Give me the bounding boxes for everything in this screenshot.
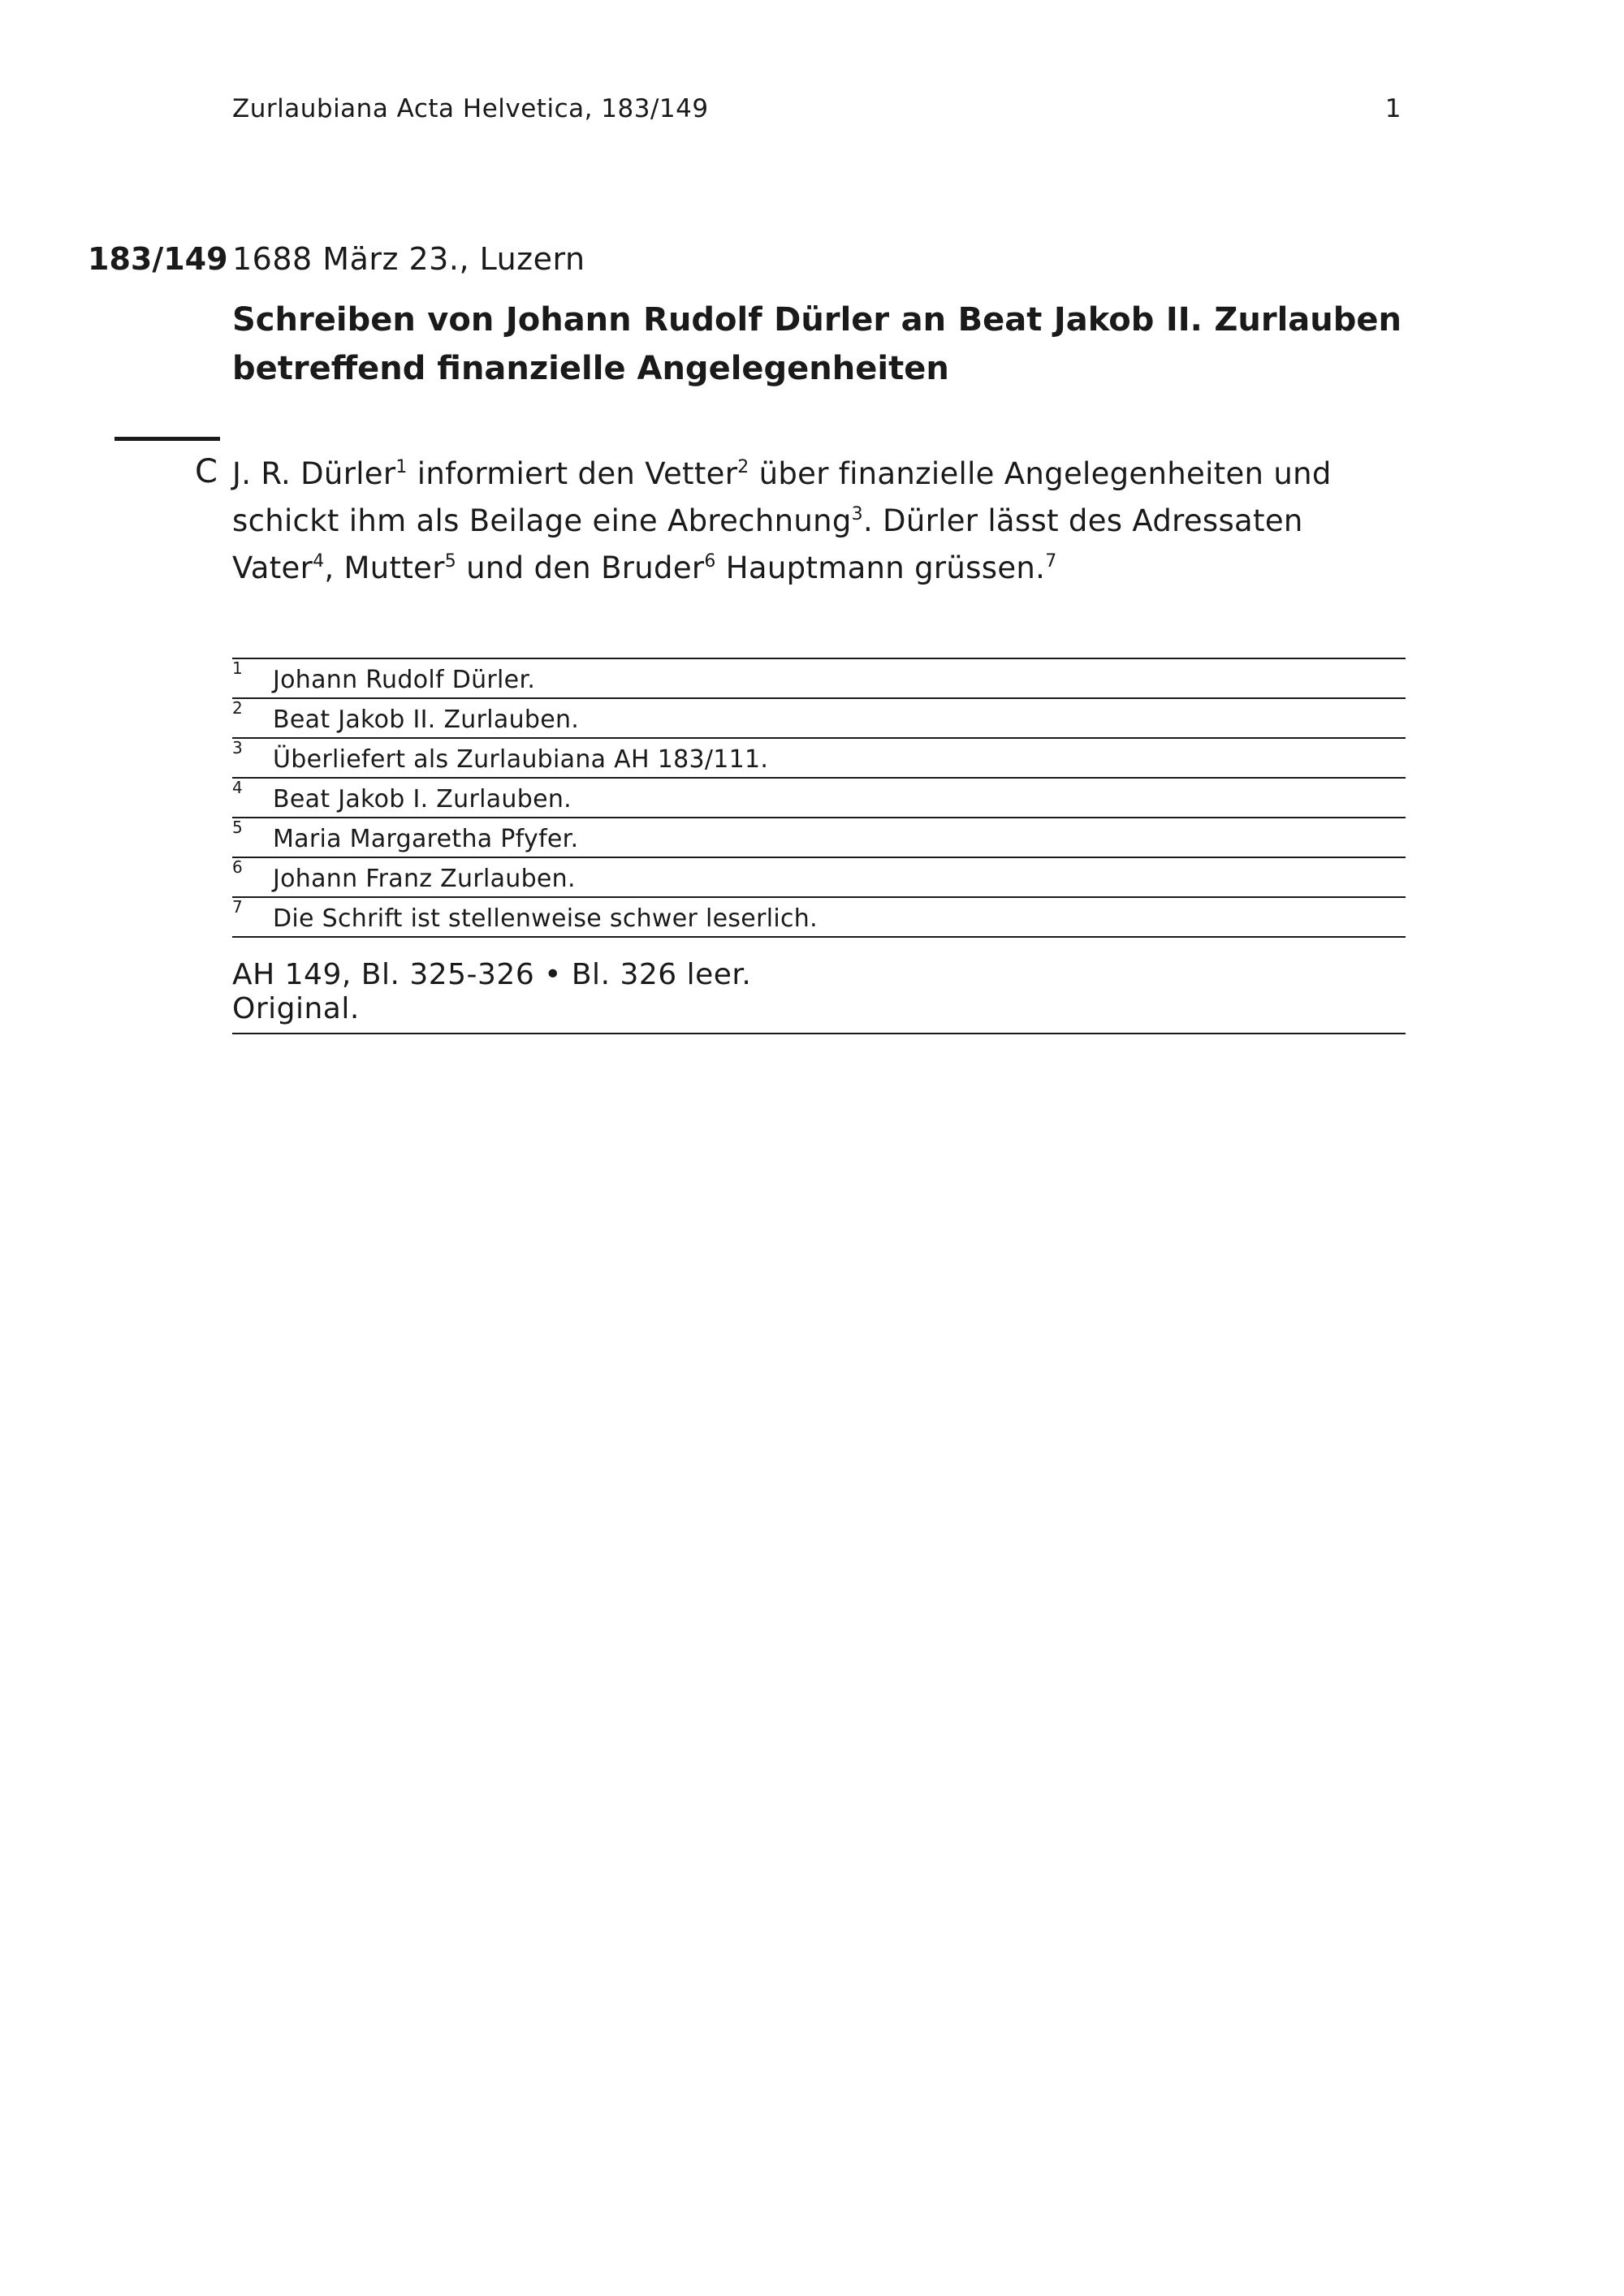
footnote <box>232 737 1406 777</box>
summary-text: und den Bruder <box>456 550 705 585</box>
footnote-number: 4 <box>232 778 244 797</box>
footnote <box>232 857 1406 896</box>
footnote-number: 5 <box>232 818 244 837</box>
summary-text: informiert den Vetter <box>407 456 738 491</box>
footnote-ref: 6 <box>704 551 716 572</box>
source-block <box>232 958 1406 1034</box>
footnote <box>232 658 1406 697</box>
footnote-number: 2 <box>232 698 244 718</box>
footnote-ref: 5 <box>444 551 457 572</box>
summary-paragraph <box>232 451 1406 592</box>
source-type: Original. <box>232 992 360 1025</box>
footnote-number: 3 <box>232 738 244 757</box>
footnotes-list <box>232 658 1406 938</box>
footnote-ref: 3 <box>851 504 863 524</box>
footnote-text: Beat Jakob I. Zurlauben. <box>273 785 572 814</box>
footnote-number: 7 <box>232 897 244 917</box>
footnote-text: Johann Rudolf Dürler. <box>273 666 536 694</box>
document-id: 183/149 <box>88 241 228 277</box>
document-title: Schreiben von Johann Rudolf Dürler an Beat Jakob II. Zurlauben betreffend finanzielle Angelegenheiten <box>232 301 1402 387</box>
summary-text: , Mutter <box>324 550 445 585</box>
footnote-number: 1 <box>232 658 244 678</box>
summary-text: J. R. Dürler <box>232 456 396 491</box>
date-place: 1688 März 23., Luzern <box>232 241 585 277</box>
footnote <box>232 817 1406 857</box>
footnote-number: 6 <box>232 857 244 877</box>
summary-text: über finanzielle Angelegenheiten und schickt ihm als Beilage eine Abrechnung <box>232 456 1332 538</box>
page-number: 1 <box>1384 94 1402 123</box>
margin-rule <box>114 437 220 441</box>
footnote-text: Überliefert als Zurlaubiana AH 183/111. <box>273 745 769 774</box>
footnote-text: Johann Franz Zurlauben. <box>273 865 576 893</box>
footnote <box>232 896 1406 938</box>
margin-letter: C <box>195 453 218 490</box>
footnote-text: Beat Jakob II. Zurlauben. <box>273 706 580 734</box>
summary-text: Hauptmann grüssen. <box>715 550 1046 585</box>
footnote <box>232 777 1406 817</box>
footnote <box>232 697 1406 737</box>
footnote-ref: 4 <box>313 551 325 572</box>
header-title: Zurlaubiana Acta Helvetica, 183/149 <box>232 94 709 123</box>
footnote-ref: 1 <box>395 457 408 477</box>
running-header <box>232 94 1402 123</box>
footnote-text: Die Schrift ist stellenweise schwer leserlich. <box>273 904 818 933</box>
footnote-text: Maria Margaretha Pfyfer. <box>273 825 579 853</box>
footnote-ref: 2 <box>737 457 749 477</box>
summary-text: . Dürler lässt des Adressaten Vater <box>232 503 1303 585</box>
source-reference: AH 149, Bl. 325-326 • Bl. 326 leer. <box>232 958 752 991</box>
footnote-ref: 7 <box>1045 551 1057 572</box>
